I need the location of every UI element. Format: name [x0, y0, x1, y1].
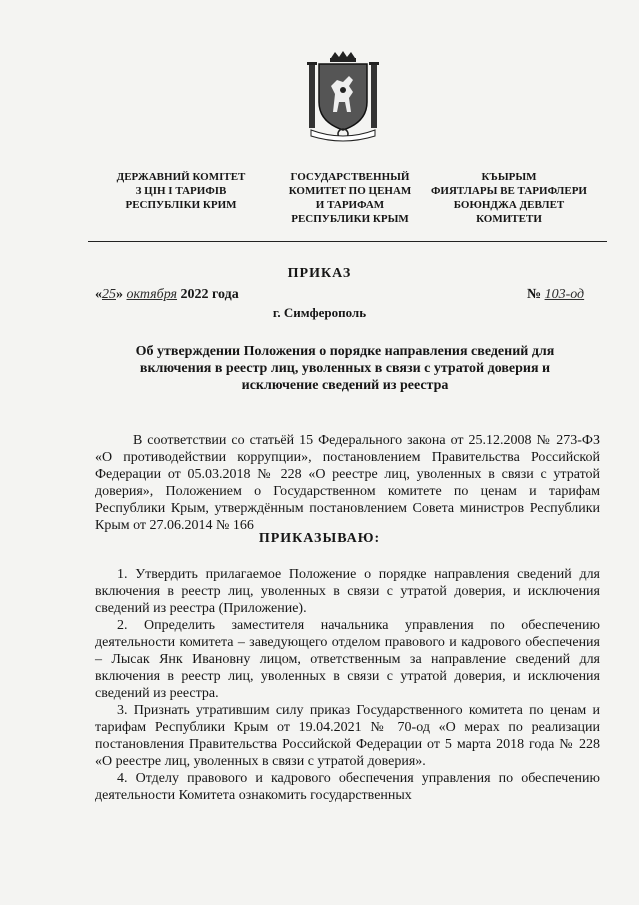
number-value: 103-од [544, 287, 585, 302]
number-prefix: № [527, 287, 542, 302]
date-day: 25 [102, 287, 116, 302]
order-subject: Об утверждении Положения о порядке направления сведений для включения в реестр лиц, уволенных в связи с утратой доверия и исключение сведений из реестра [135, 344, 555, 393]
preamble-text: В соответствии со статьёй 15 Федерального закона от 25.12.2008 № 273-ФЗ «О противодействии коррупции», постановлением Правительства Российской Федерации от 05.03.2018 № 228 «О реестре лиц, уволенных в связи с утратой доверия», Положением о Государственном комитете по ценам и тарифам Республики Крым, утверждённым постановлением Совета министров Республики Крым от 27.06.2014 № 166 [95, 433, 600, 533]
city-line: г. Симферополь [272, 305, 367, 320]
order-item: 1. Утвердить прилагаемое Положение о порядке направления сведений для включения в реестр лиц, уволенных в связи с утратой доверия, и исключения сведений из реестра (Приложение). [95, 567, 600, 616]
header-russian-name: ГОСУДАРСТВЕННЫЙ КОМИТЕТ ПО ЦЕНАМ И ТАРИФАМ РЕСПУБЛИКИ КРЫМ [288, 171, 412, 225]
date-prefix: « [95, 287, 102, 302]
order-number [527, 287, 584, 303]
header-crimean-tatar-name: КЪЫРЫМ ФИЯТЛАРЫ ВЕ ТАРИФЛЕРИ БОЮНДЖА ДЕВЛЕТ КОМИТЕТИ [430, 171, 587, 225]
header-divider [88, 241, 607, 242]
date-mid: » [116, 287, 123, 302]
date-month: октября [126, 287, 178, 302]
order-items [95, 566, 600, 804]
order-item: 4. Отделу правового и кадрового обеспечения управления по обеспечению деятельности Комитета ознакомить государственных [95, 771, 600, 803]
order-directive: ПРИКАЗЫВАЮ: [258, 531, 381, 546]
date-suffix: 2022 года [180, 287, 239, 302]
order-date [95, 287, 239, 303]
order-item: 2. Определить заместителя начальника управления по обеспечению деятельности комитета – заведующего отделом правового и кадрового обеспечения – Лысак Янк Ивановну лицом, ответственным за направление сведений для включения в реестр лиц, уволенных в связи с утратой доверия, и исключения сведений из реестра. [95, 618, 600, 701]
document-title: ПРИКАЗ [287, 266, 352, 281]
order-item: 3. Признать утратившим силу приказ Государственного комитета по ценам и тарифам Республики Крым от 19.04.2021 № 70-од «О мерах по реализации постановления Правительства Российской Федерации от 5 марта 2018 года № 228 «О реестре лиц, уволенных в связи с утратой доверия». [95, 703, 600, 769]
coat-of-arms-icon [303, 50, 383, 142]
preamble-paragraph [95, 432, 600, 534]
header-ukrainian-name: ДЕРЖАВНИЙ КОМІТЕТ З ЦІН І ТАРИФІВ РЕСПУБЛІКИ КРИМ [116, 171, 246, 211]
